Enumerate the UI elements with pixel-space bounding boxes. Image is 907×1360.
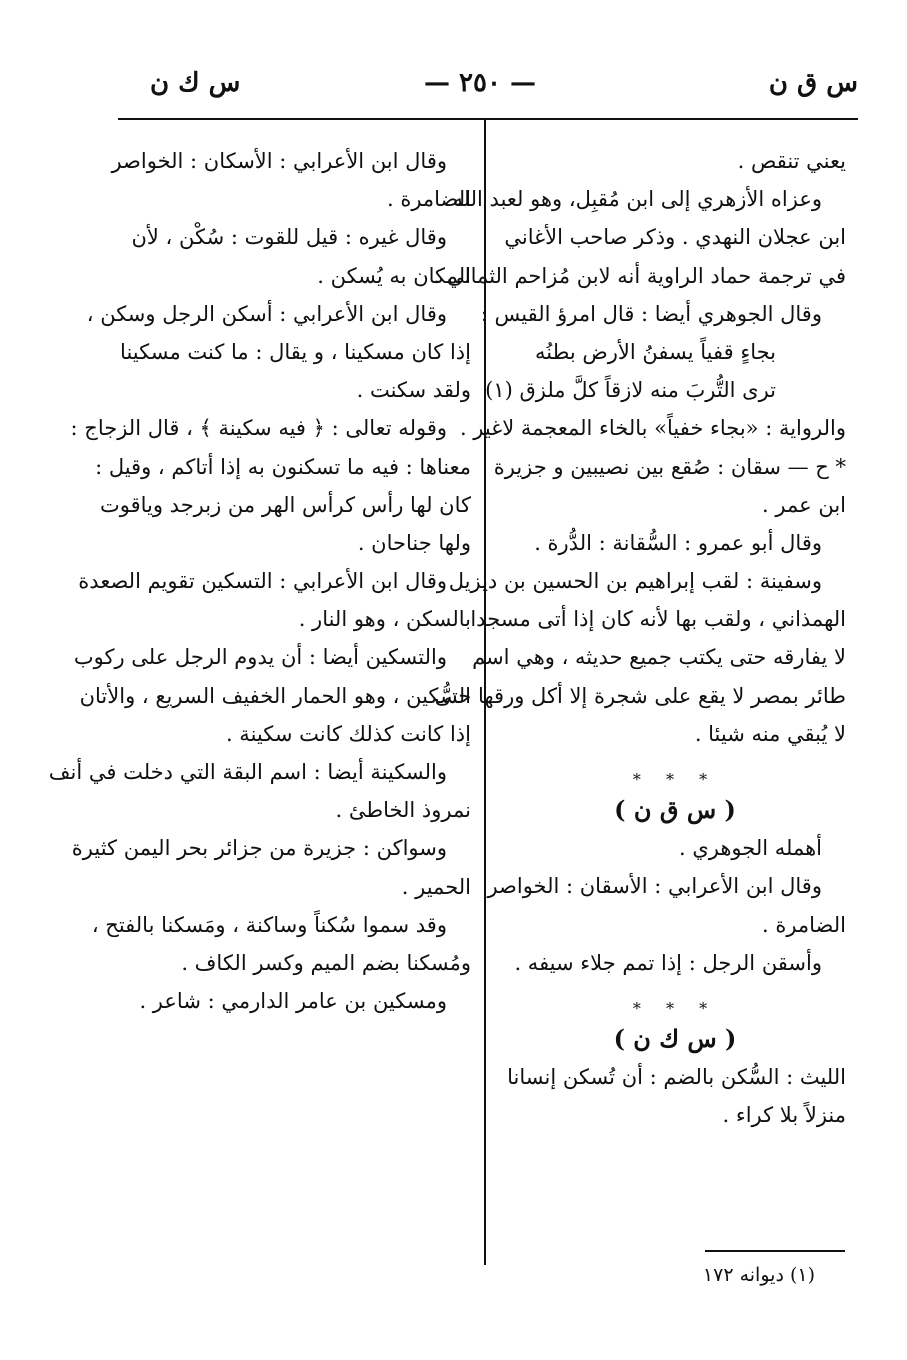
section-ornament: * * * — [632, 998, 718, 1018]
text-line: وقال أبو عمرو : السُّقانة : الدُّرة . — [534, 530, 822, 555]
page-number: — ٢٥٠ — — [423, 68, 537, 98]
text-line: وقال ابن الأعرابي : التسكين تقويم الصعدة — [78, 569, 447, 594]
text-line: وقال غيره : قيل للقوت : سُكْن ، لأن — [131, 225, 447, 250]
text-line: وقال الجوهري أيضا : قال امرؤ القيس : — [480, 301, 822, 326]
text-line: معناها : فيه ما تسكنون به إذا أتاكم ، وقيل : — [95, 454, 471, 479]
text-line: والرواية : «بجاء خفياً» بالخاء المعجمة لاغير . — [459, 416, 846, 441]
section-heading: ( س ك ن ) — [613, 1023, 737, 1053]
text-line: بالسكن ، وهو النار . — [298, 607, 471, 632]
section-heading: ( س ق ن ) — [614, 795, 736, 824]
text-line: إذا كانت كذلك كانت سكينة . — [225, 721, 471, 746]
text-line: يعني تنقص . — [737, 149, 846, 173]
text-line: الحمير . — [401, 874, 471, 899]
text-line: وقال ابن الأعرابي : الأسقان : الخواصر — [487, 874, 822, 899]
text-line: في ترجمة حماد الراوية أنه لابن مُزاحم الثمالي . — [433, 263, 846, 288]
running-head-right: س ق ن — [768, 68, 858, 98]
header-rule — [118, 118, 858, 120]
left-column — [48, 142, 471, 1020]
text-line: وقال ابن الأعرابي : أسكن الرجل وسكن ، — [86, 301, 447, 326]
text-line: * ح — سقان : صُقع بين نصيبين و جزيرة — [493, 454, 846, 479]
text-line: وأسقن الرجل : إذا تمم جلاء سيفه . — [514, 950, 822, 975]
text-line: وسواكن : جزيرة من جزائر بحر اليمن كثيرة — [71, 836, 447, 861]
text-line: الهمذاني ، ولقب بها لأنه كان إذا أتى مسجدا — [470, 607, 846, 632]
text-line: والسكينة أيضا : اسم البقة التي دخلت في أنف — [48, 760, 447, 784]
text-line: لا يُبقي منه شيئا . — [694, 721, 846, 746]
text-line: ومُسكنا بضم الميم وكسر الكاف . — [181, 950, 471, 975]
text-line: المكان به يُسكن . — [317, 263, 471, 288]
text-line: وقوله تعالى : ﴿ فيه سكينة ﴾ ، قال الزجاج : — [70, 416, 447, 441]
text-line: الضامرة . — [761, 912, 846, 937]
text-line: وقد سموا سُكناً وساكنة ، ومَسكنا بالفتح ، — [91, 912, 447, 937]
footnote-rule — [705, 1250, 845, 1252]
section-ornament: * * * — [632, 770, 718, 789]
text-line: وعزاه الأزهري إلى ابن مُقبِل، وهو لعبد الله — [452, 187, 822, 212]
text-line: الضامرة . — [386, 187, 471, 212]
text-line: إذا كان مسكينا ، و يقال : ما كنت مسكينا — [120, 339, 471, 364]
text-line: منزلاً بلا كراء . — [722, 1103, 846, 1128]
text-line: السُّكين ، وهو الحمار الخفيف السريع ، والأتان — [79, 683, 471, 708]
running-head-left: س ك ن — [150, 68, 241, 98]
text-line: ولها جناحان . — [357, 530, 471, 555]
text-line: والتسكين أيضا : أن يدوم الرجل على ركوب — [73, 645, 447, 670]
text-line: أهمله الجوهري . — [678, 836, 822, 861]
text-line: ولقد سكنت . — [356, 378, 471, 403]
text-line: نمروذ الخاطئ . — [335, 798, 471, 823]
text-line: لا يفارقه حتى يكتب جميع حديثه ، وهي اسم — [472, 645, 846, 670]
text-line: وسفينة : لقب إبراهيم بن الحسين بن ديزيل — [448, 569, 822, 594]
verse-line: بجاءٍ قفياً يسفنُ الأرض بطنُه — [535, 339, 776, 364]
text-line: ومسكين بن عامر الدارمي : شاعر . — [139, 989, 447, 1014]
text-line: الليث : السُّكن بالضم : أن تُسكن إنسانا — [507, 1065, 846, 1090]
text-line: ابن عجلان النهدي . وذكر صاحب الأغاني — [504, 225, 846, 250]
text-line: طائر بمصر لا يقع على شجرة إلا أكل ورقها حتى — [434, 683, 846, 708]
text-line: ابن عمر . — [762, 492, 846, 517]
text-line: وقال ابن الأعرابي : الأسكان : الخواصر — [111, 149, 447, 173]
verse-line: ترى التُّربَ منه لازقاً كلَّ ملزق (١) — [485, 378, 776, 403]
text-line: كان لها رأس كرأس الهر من زبرجد وياقوت — [99, 492, 471, 517]
footnote: (١) ديوانه ١٧٢ — [702, 1264, 815, 1286]
